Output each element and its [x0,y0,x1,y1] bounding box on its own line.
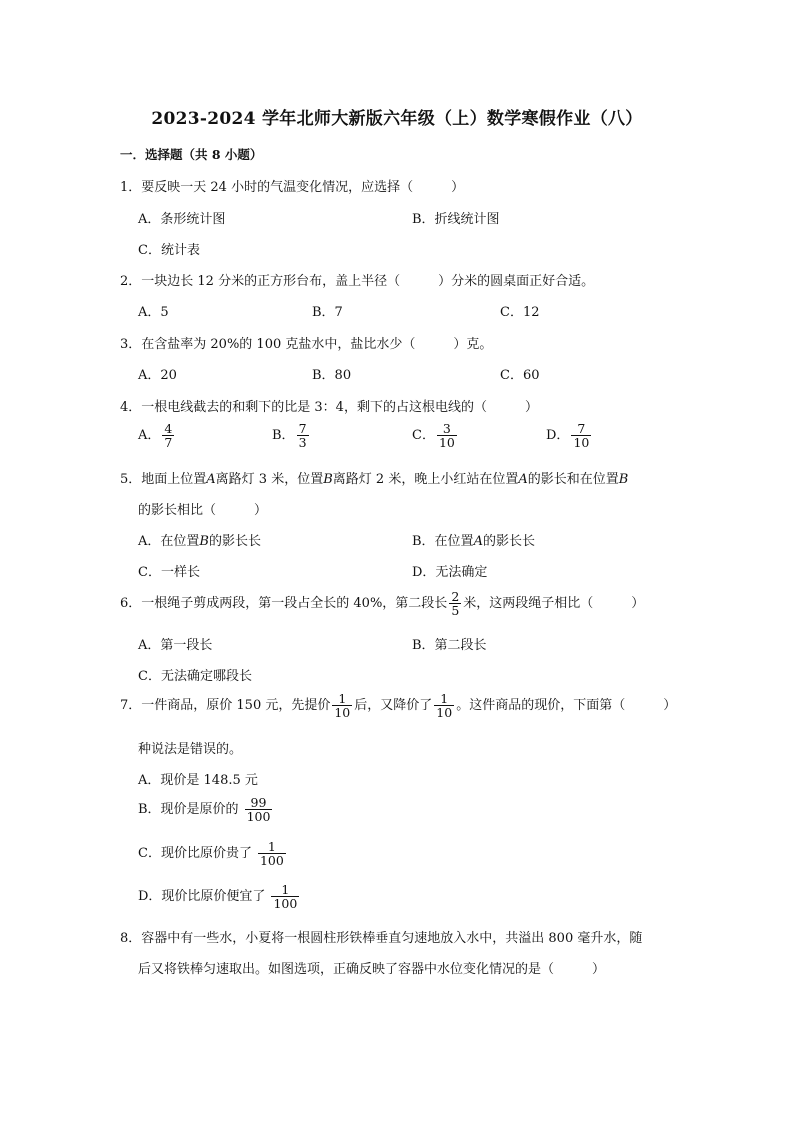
question-5: 5．地面上位置A离路灯 3 米，位置B离路灯 2 米，晚上小红站在位置A的影长和在位置B [120,472,629,487]
fraction: $\frac{1}{100}$ [273,882,298,912]
question-3-text: 3．在含盐率为 20%的 100 克盐水中，盐比水少（ [120,337,416,352]
question-1: 1．要反映一天 24 小时的气温变化情况，应选择（ ） [120,180,465,195]
question-2: 2．一块边长 12 分米的正方形台布，盖上半径（ ）分米的圆桌面正好合适。 [120,274,595,289]
question-4-option-a: A． $\frac{4}{7}$ [138,421,173,451]
question-7-option-a: A．现价是 148.5 元 [138,773,258,788]
question-6-option-b: B．第二段长 [412,638,487,653]
question-4: 4．一根电线截去的和剩下的比是 3：4，剩下的占这根电线的（ ） [120,400,538,415]
fraction: $\frac{1}{10}$ [334,691,351,721]
fraction: $\frac{2}{5}$ [451,589,460,619]
question-2-text: 2．一块边长 12 分米的正方形台布，盖上半径（ [120,274,401,289]
fraction: $\frac{7}{3}$ [298,421,307,451]
question-3-option-c: C．60 [500,368,540,383]
question-5-line-2: 的影长相比（ ） [138,503,268,518]
fraction: $\frac{4}{7}$ [164,421,173,451]
fraction: $\frac{3}{10}$ [438,421,455,451]
question-5-option-d: D．无法确定 [412,565,488,580]
section-heading: 一．选择题（共 8 小题） [120,147,263,162]
question-7-option-d: D．现价比原价便宜了 $\frac{1}{100}$ [138,882,298,912]
fraction: $\frac{7}{10}$ [573,421,590,451]
question-4-option-b: B． $\frac{7}{3}$ [272,421,307,451]
fraction: $\frac{99}{100}$ [246,795,271,825]
question-3: 3．在含盐率为 20%的 100 克盐水中，盐比水少（ ）克。 [120,337,493,352]
question-2-option-a: A．5 [138,305,169,320]
question-4-option-c: C． $\frac{3}{10}$ [412,421,455,451]
question-7-option-b: B．现价是原价的 $\frac{99}{100}$ [138,795,271,825]
question-4-text: 4．一根电线截去的和剩下的比是 3：4，剩下的占这根电线的（ [120,400,487,415]
fraction: $\frac{1}{100}$ [259,839,284,869]
question-5-option-c: C．一样长 [138,565,200,580]
question-1-option-b: B．折线统计图 [412,212,500,227]
question-7-line-2: 种说法是错误的。 [138,742,243,757]
question-6-option-a: A．第一段长 [138,638,213,653]
question-7-option-c: C．现价比原价贵了 $\frac{1}{100}$ [138,839,284,869]
question-5-option-a: A．在位置B的影长长 [138,534,261,549]
question-6-option-c: C．无法确定哪段长 [138,669,252,684]
question-2-option-c: C．12 [500,305,540,320]
question-6: 6．一根绳子剪成两段，第一段占全长的 40%，第二段长 $\frac{2}{5}$ 米，这两段绳子相比（ ） [120,589,645,619]
question-8-line-2: 后又将铁棒匀速取出。如图选项，正确反映了容器中水位变化情况的是（ ） [138,962,606,977]
question-1-option-c: C．统计表 [138,243,200,258]
question-5-option-b: B．在位置A的影长长 [412,534,535,549]
question-7: 7．一件商品，原价 150 元，先提价 $\frac{1}{10}$ 后，又降价了 $\frac{1}{10}$ 。这件商品的现价，下面第（ ） [120,691,677,721]
question-1-text: 1．要反映一天 24 小时的气温变化情况，应选择（ [120,180,414,195]
fraction: $\frac{1}{10}$ [436,691,453,721]
question-2-option-b: B．7 [312,305,343,320]
question-1-option-a: A．条形统计图 [138,212,226,227]
question-8: 8．容器中有一些水，小夏将一根圆柱形铁棒垂直匀速地放入水中，共溢出 800 毫升水，随 [120,931,643,946]
question-3-option-a: A．20 [138,368,177,383]
question-3-option-b: B．80 [312,368,352,383]
question-4-option-d: D． $\frac{7}{10}$ [546,421,590,451]
page-title: 2023-2024 学年北师大新版六年级（上）数学寒假作业（八） [151,109,643,129]
